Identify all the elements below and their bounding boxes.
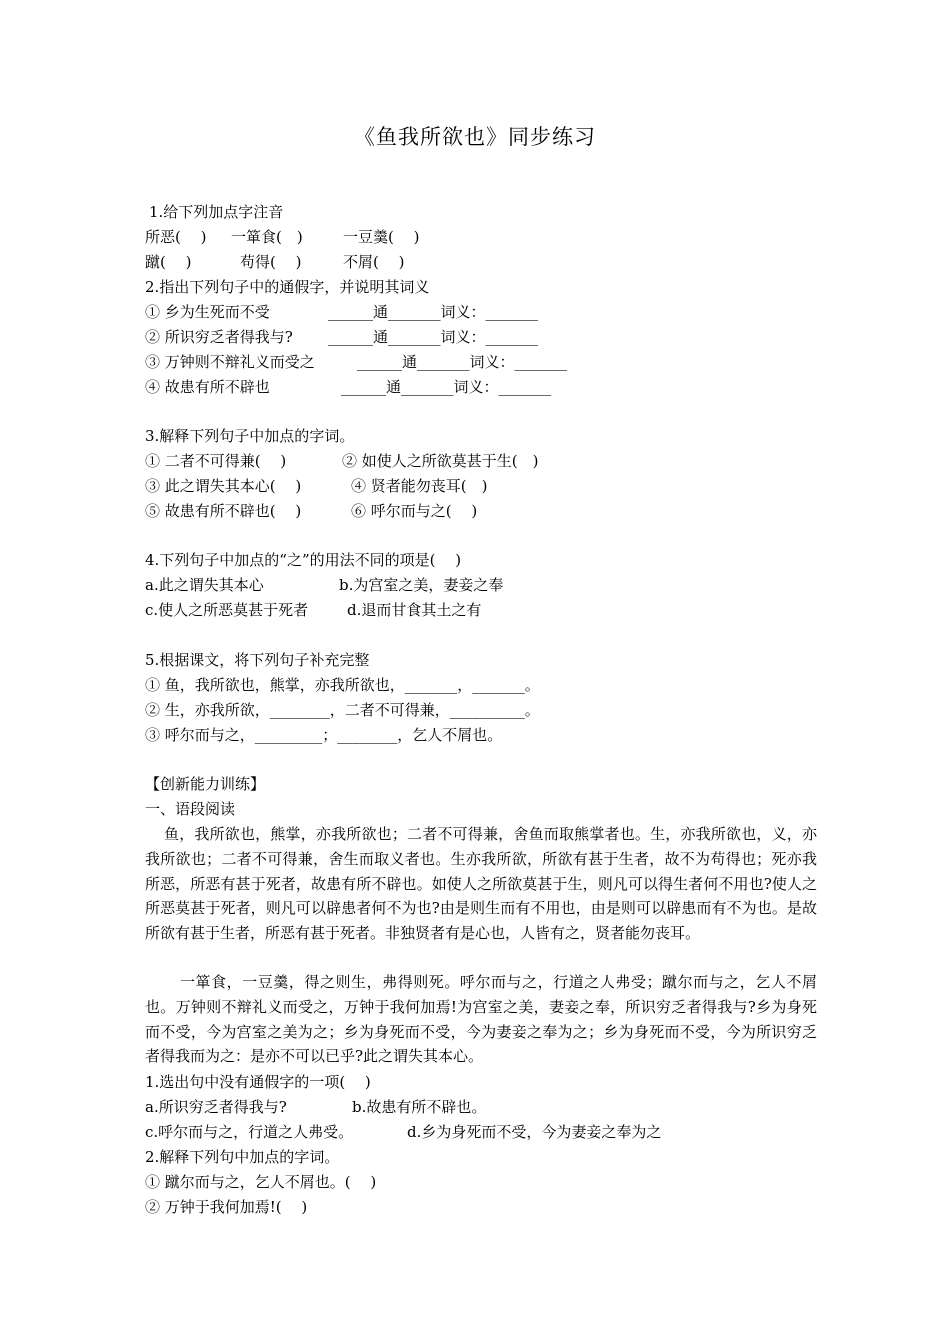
q1-item: 蹴( ) bbox=[145, 253, 192, 271]
question-5-item: ① 鱼，我所欲也，熊掌，亦我所欲也，_______，_______。 bbox=[145, 676, 540, 694]
question-3-heading: 3.解释下列句子中加点的字词。 bbox=[145, 427, 355, 445]
q1-item: 所恶( ) bbox=[145, 228, 207, 246]
reading-paragraph-2: 一箪食，一豆羹，得之则生，弗得则死。呼尔而与之，行道之人弗受；蹴尔而与之，乞人不屑也。万钟则不辩礼义而受之，万钟于我何加焉!为宫室之美，妻妾之奉，所识穷乏者得我与?乡为身死而不受，今为宫室之美为之；乡为身死而不受，今为妻妾之奉为之；乡为身死而不受，今为所识穷乏者得我而为之：是亦不可以已乎?此之谓失其本心。 bbox=[145, 973, 817, 1066]
question-2-item bbox=[145, 328, 538, 346]
q1-item: 一豆羹( ) bbox=[343, 228, 420, 246]
section-subheading: 一、语段阅读 bbox=[145, 800, 236, 818]
question-4-row bbox=[145, 601, 481, 619]
q4-option: d.退而甘食其土之有 bbox=[347, 601, 482, 619]
rq1-option: a.所识穷乏者得我与? bbox=[145, 1098, 287, 1116]
reading-question-2-item: ② 万钟于我何加焉!( ) bbox=[145, 1198, 308, 1216]
section-heading: 【创新能力训练】 bbox=[145, 775, 266, 793]
q2-blank: ______通_______词义：_______ bbox=[328, 328, 539, 346]
question-2-item bbox=[145, 353, 567, 371]
q4-option: a.此之谓失其本心 bbox=[145, 576, 264, 594]
rq1-option: d.乡为身死而不受，今为妻妾之奉为之 bbox=[407, 1123, 662, 1141]
question-3-row bbox=[145, 477, 487, 495]
q2-sentence: ① 乡为生死而不受 bbox=[145, 303, 270, 321]
rq1-option: c.呼尔而与之，行道之人弗受。 bbox=[145, 1123, 354, 1141]
q2-sentence: ② 所识穷乏者得我与? bbox=[145, 328, 293, 346]
reading-question-1-row bbox=[145, 1098, 486, 1116]
q1-item: 苟得( ) bbox=[240, 253, 302, 271]
rq1-option: b.故患有所不辟也。 bbox=[352, 1098, 487, 1116]
q3-item: ③ 此之谓失其本心( ) bbox=[145, 477, 302, 495]
q2-blank: ______通_______词义：_______ bbox=[328, 303, 539, 321]
reading-question-1-heading: 1.选出句中没有通假字的一项( ) bbox=[145, 1073, 371, 1091]
q3-item: ⑥ 呼尔而与之( ) bbox=[351, 502, 478, 520]
question-4-heading: 4.下列句子中加点的“之”的用法不同的项是( ) bbox=[145, 551, 462, 569]
question-1-heading: 1.给下列加点字注音 bbox=[149, 203, 284, 221]
question-4-row bbox=[145, 576, 503, 594]
question-3-row bbox=[145, 452, 538, 470]
question-1-row-1 bbox=[145, 228, 419, 246]
q3-item: ② 如使人之所欲莫甚于生( ) bbox=[342, 452, 539, 470]
page-title: 《鱼我所欲也》同步练习 bbox=[354, 125, 596, 149]
question-5-heading: 5.根据课文，将下列句子补充完整 bbox=[145, 651, 370, 669]
question-5-item: ② 生，亦我所欲，________，二者不可得兼，__________。 bbox=[145, 701, 540, 719]
q1-item: 不屑( ) bbox=[343, 253, 405, 271]
q3-item: ⑤ 故患有所不辟也( ) bbox=[145, 502, 302, 520]
q2-blank: ______通_______词义：_______ bbox=[341, 378, 552, 396]
reading-paragraph-1: 鱼，我所欲也，熊掌，亦我所欲也；二者不可得兼，舍鱼而取熊掌者也。生，亦我所欲也，义，亦我所欲也；二者不可得兼，舍生而取义者也。生亦我所欲，所欲有甚于生者，故不为苟得也；死亦我所恶，所恶有甚于死者，故患有所不辟也。如使人之所欲莫甚于生，则凡可以得生者何不用也?使人之所恶莫甚于死者，则凡可以辟患者何不为也?由是则生而有不用也，由是则可以辟患而有不为也。是故所欲有甚于生者，所恶有甚于死者。非独贤者有是心也，人皆有之，贤者能勿丧耳。 bbox=[145, 825, 817, 943]
question-5-item: ③ 呼尔而与之，_________；________，乞人不屑也。 bbox=[145, 726, 503, 744]
q2-sentence: ④ 故患有所不辟也 bbox=[145, 378, 270, 396]
q3-item: ④ 贤者能勿丧耳( ) bbox=[351, 477, 488, 495]
question-1-row-2 bbox=[145, 253, 404, 271]
question-2-item bbox=[145, 303, 538, 321]
q1-item: 一箪食( ) bbox=[231, 228, 303, 246]
q3-item: ① 二者不可得兼( ) bbox=[145, 452, 287, 470]
question-2-item bbox=[145, 378, 551, 396]
q2-blank: ______通_______词义：_______ bbox=[357, 353, 568, 371]
q4-option: b.为宫室之美，妻妾之奉 bbox=[339, 576, 504, 594]
reading-question-2-item: ① 蹴尔而与之，乞人不屑也。( ) bbox=[145, 1173, 377, 1191]
q2-sentence: ③ 万钟则不辩礼义而受之 bbox=[145, 353, 315, 371]
question-2-heading: 2.指出下列句子中的通假字，并说明其词义 bbox=[145, 278, 430, 296]
reading-question-2-heading: 2.解释下列句中加点的字词。 bbox=[145, 1148, 340, 1166]
q4-option: c.使人之所恶莫甚于死者 bbox=[145, 601, 309, 619]
reading-question-1-row bbox=[145, 1123, 661, 1141]
question-3-row bbox=[145, 502, 477, 520]
